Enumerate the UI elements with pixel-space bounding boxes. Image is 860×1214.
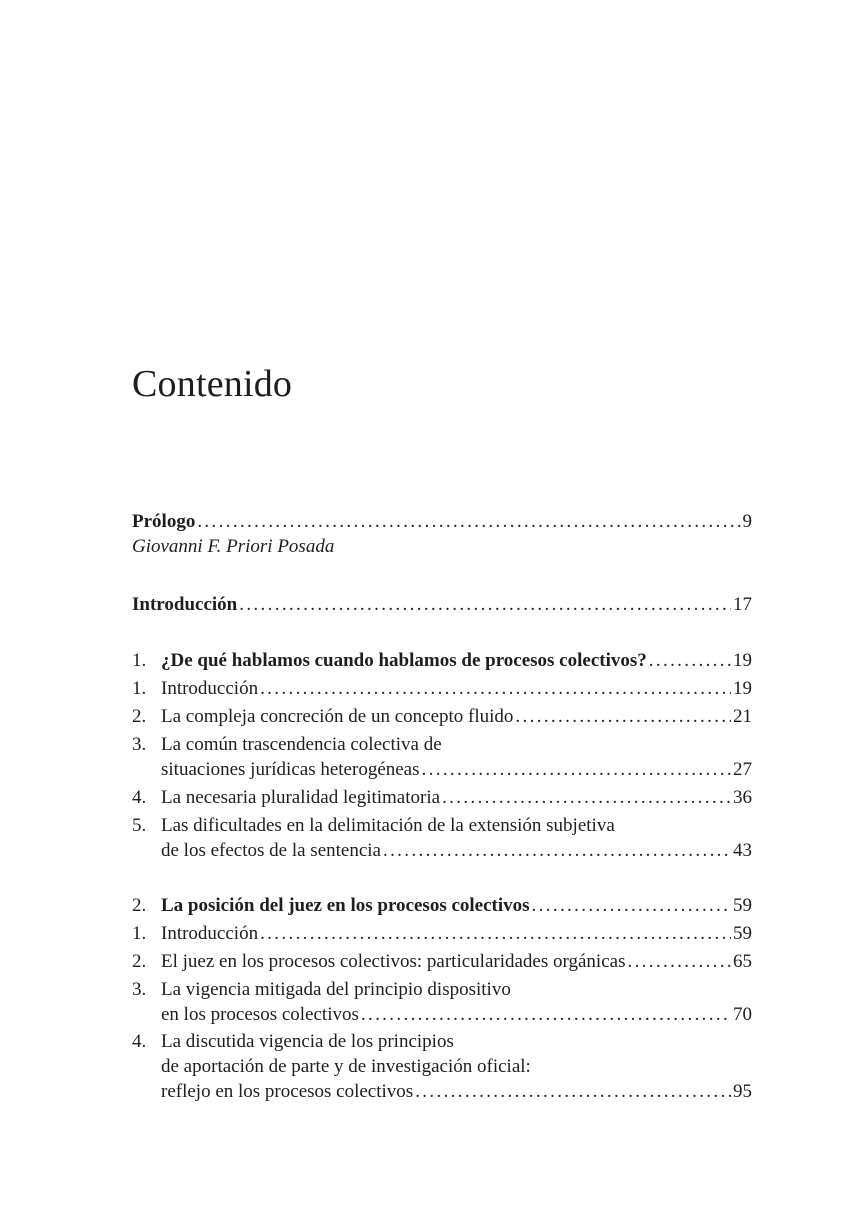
toc-item[interactable] <box>132 732 752 782</box>
leader-dots <box>649 648 731 673</box>
item-number: 4. <box>132 1031 147 1052</box>
toc-entry-label: Introducción <box>132 594 238 615</box>
page-title: Contenido <box>132 363 293 405</box>
toc-entry-prologo[interactable] <box>132 509 752 559</box>
leader-dots <box>197 509 740 534</box>
toc-entry-introduccion[interactable] <box>132 592 752 617</box>
item-number: 2. <box>132 706 147 727</box>
chapter-title: ¿De qué hablamos cuando hablamos de procesos colectivos? <box>161 650 647 671</box>
item-label: La común trascendencia colectiva de <box>161 734 442 755</box>
item-label: Introducción <box>161 678 259 699</box>
item-label-cont: situaciones jurídicas heterogéneas <box>161 759 420 780</box>
item-label: Las dificultades en la delimitación de la extensión subjetiva <box>161 815 615 836</box>
leader-dots <box>532 893 731 918</box>
leader-dots <box>260 676 731 701</box>
toc-item[interactable] <box>132 813 752 863</box>
toc-page-number: 70 <box>733 1004 752 1025</box>
leader-dots <box>361 1002 731 1027</box>
item-label: La compleja concreción de un concepto fluido <box>161 706 514 727</box>
toc-item[interactable] <box>132 1029 752 1104</box>
item-number: 5. <box>132 815 147 836</box>
toc-page-number: 43 <box>733 840 752 861</box>
toc-item[interactable] <box>132 785 752 810</box>
chapter-number: 2. <box>132 895 147 916</box>
toc-page-number: 21 <box>733 706 752 727</box>
leader-dots <box>442 785 731 810</box>
toc-page-number: 17 <box>733 594 752 615</box>
leader-dots <box>422 757 731 782</box>
item-label: La necesaria pluralidad legitimatoria <box>161 787 441 808</box>
item-number: 3. <box>132 734 147 755</box>
toc-item[interactable] <box>132 676 752 701</box>
toc-page-number: 27 <box>733 759 752 780</box>
item-number: 3. <box>132 979 147 1000</box>
chapter-title: La posición del juez en los procesos colectivos <box>161 895 530 916</box>
leader-dots <box>383 838 731 863</box>
item-number: 2. <box>132 951 147 972</box>
item-label-cont: reflejo en los procesos colectivos <box>161 1081 414 1102</box>
leader-dots <box>260 921 731 946</box>
leader-dots <box>415 1079 731 1104</box>
item-number: 1. <box>132 678 147 699</box>
toc-item[interactable] <box>132 949 752 974</box>
item-label-cont: en los procesos colectivos <box>161 1004 359 1025</box>
toc-page-number: 36 <box>733 787 752 808</box>
toc-chapter-2[interactable] <box>132 893 752 918</box>
toc-page-number: 59 <box>733 895 752 916</box>
item-number: 4. <box>132 787 147 808</box>
item-label-cont: de los efectos de la sentencia <box>161 840 381 861</box>
toc-page-number: 9 <box>742 511 752 532</box>
leader-dots <box>627 949 731 974</box>
toc-page-number: 19 <box>733 678 752 699</box>
toc-item[interactable] <box>132 977 752 1027</box>
toc-entry-label: Prólogo <box>132 511 196 532</box>
toc-page-number: 65 <box>733 951 752 972</box>
item-label: Introducción <box>161 923 259 944</box>
prologo-author: Giovanni F. Priori Posada <box>132 536 335 557</box>
toc-chapter-1[interactable] <box>132 648 752 673</box>
toc-page-number: 19 <box>733 650 752 671</box>
item-label: La vigencia mitigada del principio dispositivo <box>161 979 511 1000</box>
leader-dots <box>239 592 731 617</box>
item-label: La discutida vigencia de los principios <box>161 1031 454 1052</box>
item-label: El juez en los procesos colectivos: particularidades orgánicas <box>161 951 626 972</box>
chapter-number: 1. <box>132 650 147 671</box>
toc-page-number: 59 <box>733 923 752 944</box>
item-label-cont: de aportación de parte y de investigación oficial: <box>161 1056 531 1077</box>
item-number: 1. <box>132 923 147 944</box>
toc-page-number: 95 <box>733 1081 752 1102</box>
toc-item[interactable] <box>132 704 752 729</box>
leader-dots <box>515 704 731 729</box>
toc-item[interactable] <box>132 921 752 946</box>
